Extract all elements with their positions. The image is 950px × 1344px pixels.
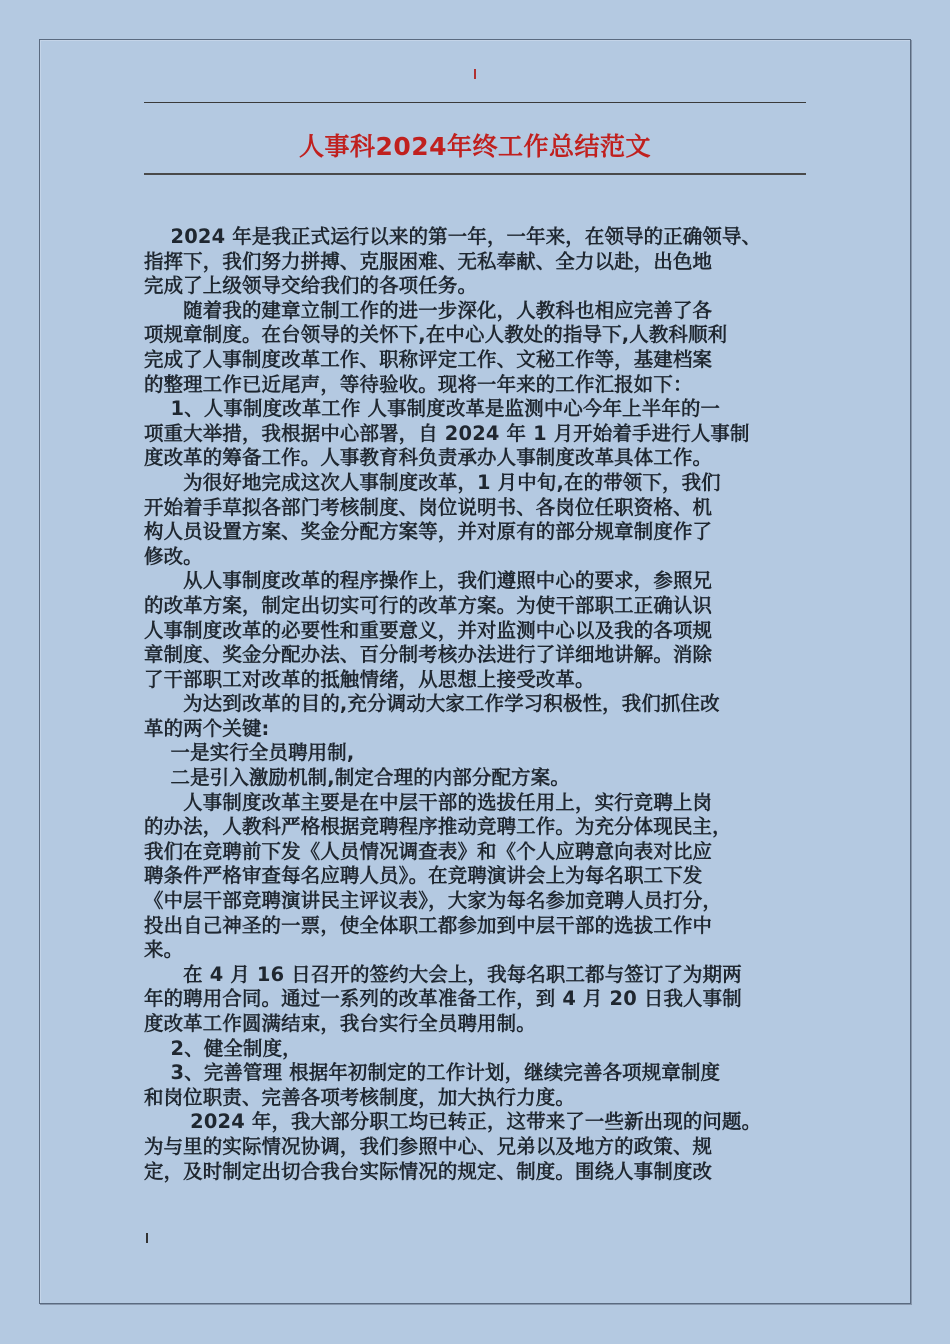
footer-marker (146, 1233, 148, 1243)
body-line: 构人员设置方案、奖金分配方案等，并对原有的部分规章制度作了 (144, 520, 713, 544)
header-rule (144, 102, 806, 103)
body-line: 我们在竞聘前下发《人员情况调查表》和《个人应聘意向表对比应 (144, 839, 713, 863)
body-line: 3、完善管理 根据年初制定的工作计划，继续完善各项规章制度 (144, 1061, 721, 1085)
header-marker (474, 69, 476, 79)
body-line: 来。 (144, 938, 184, 962)
body-line: 人事制度改革的必要性和重要意义，并对监测中心以及我的各项规 (144, 618, 713, 642)
body-line: 修改。 (144, 544, 203, 568)
document-body (144, 225, 816, 1184)
body-line: 章制度、奖金分配办法、百分制考核办法进行了详细地讲解。消除 (144, 643, 713, 667)
body-line: 一是实行全员聘用制, (144, 741, 355, 765)
body-line: 项重大举措，我根据中心部署，自 2024 年 1 月开始着手进行人事制 (144, 421, 750, 445)
body-line: 和岗位职责、完善各项考核制度，加大执行力度。 (144, 1085, 575, 1109)
body-line: 开始着手草拟各部门考核制度、岗位说明书、各岗位任职资格、机 (144, 495, 713, 519)
document-title: 人事科2024年终工作总结范文 (298, 132, 652, 161)
body-line: 为很好地完成这次人事制度改革，1 月中旬,在的带领下，我们 (144, 470, 721, 494)
body-line: 的改革方案，制定出切实可行的改革方案。为使干部职工正确认识 (144, 593, 713, 617)
body-line: 2024 年，我大部分职工均已转正，这带来了一些新出现的问题。 (144, 1110, 762, 1134)
body-line: 定，及时制定出切合我台实际情况的规定、制度。围绕人事制度改 (144, 1159, 713, 1183)
body-line: 随着我的建章立制工作的进一步深化，人教科也相应完善了各 (144, 298, 713, 322)
body-line: 完成了人事制度改革工作、职称评定工作、文秘工作等，基建档案 (144, 347, 713, 371)
body-line: 1、人事制度改革工作 人事制度改革是监测中心今年上半年的一 (144, 397, 721, 421)
body-line: 的整理工作已近尾声，等待验收。现将一年来的工作汇报如下： (144, 372, 693, 396)
body-line: 度改革工作圆满结束，我台实行全员聘用制。 (144, 1012, 536, 1035)
body-line: 的办法，人教科严格根据竞聘程序推动竞聘工作。为充分体现民主， (144, 815, 732, 839)
body-line: 在 4 月 16 日召开的签约大会上，我每名职工都与签订了为期两 (144, 962, 742, 986)
body-line: 投出自己神圣的一票，使全体职工都参加到中层干部的选拔工作中 (144, 913, 713, 937)
body-line: 革的两个关键: (144, 716, 270, 740)
body-line: 项规章制度。在台领导的关怀下,在中心人教处的指导下,人教科顺利 (144, 323, 728, 347)
body-line: 2、健全制度， (144, 1036, 302, 1060)
body-line: 聘条件严格审查每名应聘人员》。在竞聘演讲会上为每名职工下发 (144, 864, 703, 888)
body-line: 二是引入激励机制,制定合理的内部分配方案。 (144, 766, 570, 790)
body-line: 2024 年是我正式运行以来的第一年，一年来，在领导的正确领导、 (144, 225, 762, 248)
body-line: 从人事制度改革的程序操作上，我们遵照中心的要求，参照兄 (144, 569, 713, 593)
body-line: 年的聘用合同。通过一系列的改革准备工作，到 4 月 20 日我人事制 (144, 987, 742, 1011)
body-line: 人事制度改革主要是在中层干部的选拔任用上，实行竞聘上岗 (144, 790, 713, 814)
body-line: 为与里的实际情况协调，我们参照中心、兄弟以及地方的政策、规 (144, 1134, 713, 1158)
body-line: 完成了上级领导交给我们的各项任务。 (144, 274, 478, 298)
body-line: 为达到改革的目的,充分调动大家工作学习积极性，我们抓住改 (144, 692, 720, 716)
body-line: 度改革的筹备工作。人事教育科负责承办人事制度改革具体工作。 (144, 446, 713, 470)
body-line: 了干部职工对改革的抵触情绪，从思想上接受改革。 (144, 667, 595, 691)
title-underline (144, 173, 806, 175)
body-line: 指挥下，我们努力拼搏、克服困难、无私奉献、全力以赴，出色地 (144, 249, 713, 273)
body-line: 《中层干部竞聘演讲民主评议表》，大家为每名参加竞聘人员打分， (144, 889, 723, 913)
